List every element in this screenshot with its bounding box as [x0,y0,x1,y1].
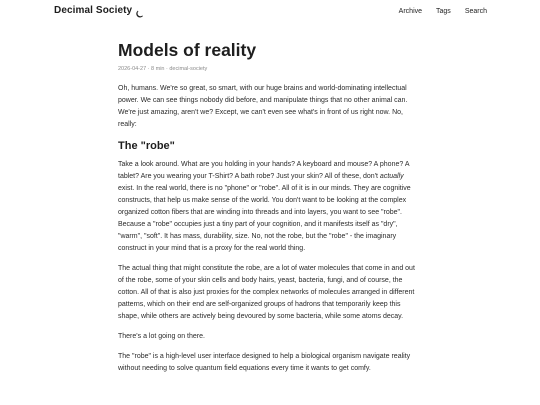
intro-paragraph: Oh, humans. We're so great, so smart, with our huge brains and world-dominating intellectual power. We can see things nobody did before, and manipulate things that no other animal can. We're just amazing, aren't we? Except, we can't even see what's in front of us right now. No, really: [118,85,408,128]
paragraph-3: There's a lot going on there. [118,333,205,340]
post-content [118,83,420,375]
top-nav [399,8,487,15]
section-heading: The "robe" [118,140,175,152]
paragraph-1 [118,159,420,255]
moon-icon[interactable] [135,6,145,16]
emphasis-actually: actually [379,173,404,180]
paragraph-1-text-b: exist. In the real world, there is no "phone" or "robe". All of it is in our minds. They are cognitive constructs, that help us make sense of the world. You don't want to be looking at the complex organized cotton fibers that are winding into threads and into layers, you want to see "robe". Because a "robe" occupies just a tiny part of your cognition, and it manifests itself as "dry", "warm", "soft". It has mass, durability, size. No, not the robe, but the "robe" - the imaginary construct in your mind that is a proxy for the real world thing. [118,185,411,252]
paragraph-4: The "robe" is a high-level user interface designed to help a biological organism navigate reality without needing to solve quantum field equations every time it wants to get comfy. [118,353,411,372]
nav-archive-link[interactable]: Archive [398,8,423,15]
post-meta: 2026-04-27 · 8 min · decimal-society [118,66,208,72]
page-title: Models of reality [118,40,257,60]
post-main [118,40,420,383]
paragraph-1-text-a: Take a look around. What are you holding in your hands? A keyboard and mouse? A phone? A tablet? Are you wearing your T-Shirt? A bath robe? Just your skin? All of these, don't [118,161,410,180]
nav-tags-link[interactable]: Tags [436,8,451,15]
paragraph-2: The actual thing that might constitute the robe, are a lot of water molecules that come in and out of the robe, some of your skin cells and body hairs, yeast, bacteria, fungi, and of course, the cotton. All of that is also just proxies for the complex networks of molecules arranged in different patterns, which on their end are self-organized groups of hadrons that temporarily keep this shape, while others are actively being devoured by some bacteria, while some atoms decay. [118,265,415,320]
site-title-link[interactable]: Decimal Society [54,5,133,16]
nav-search-link[interactable]: Search [464,8,487,15]
site-header [0,0,540,28]
